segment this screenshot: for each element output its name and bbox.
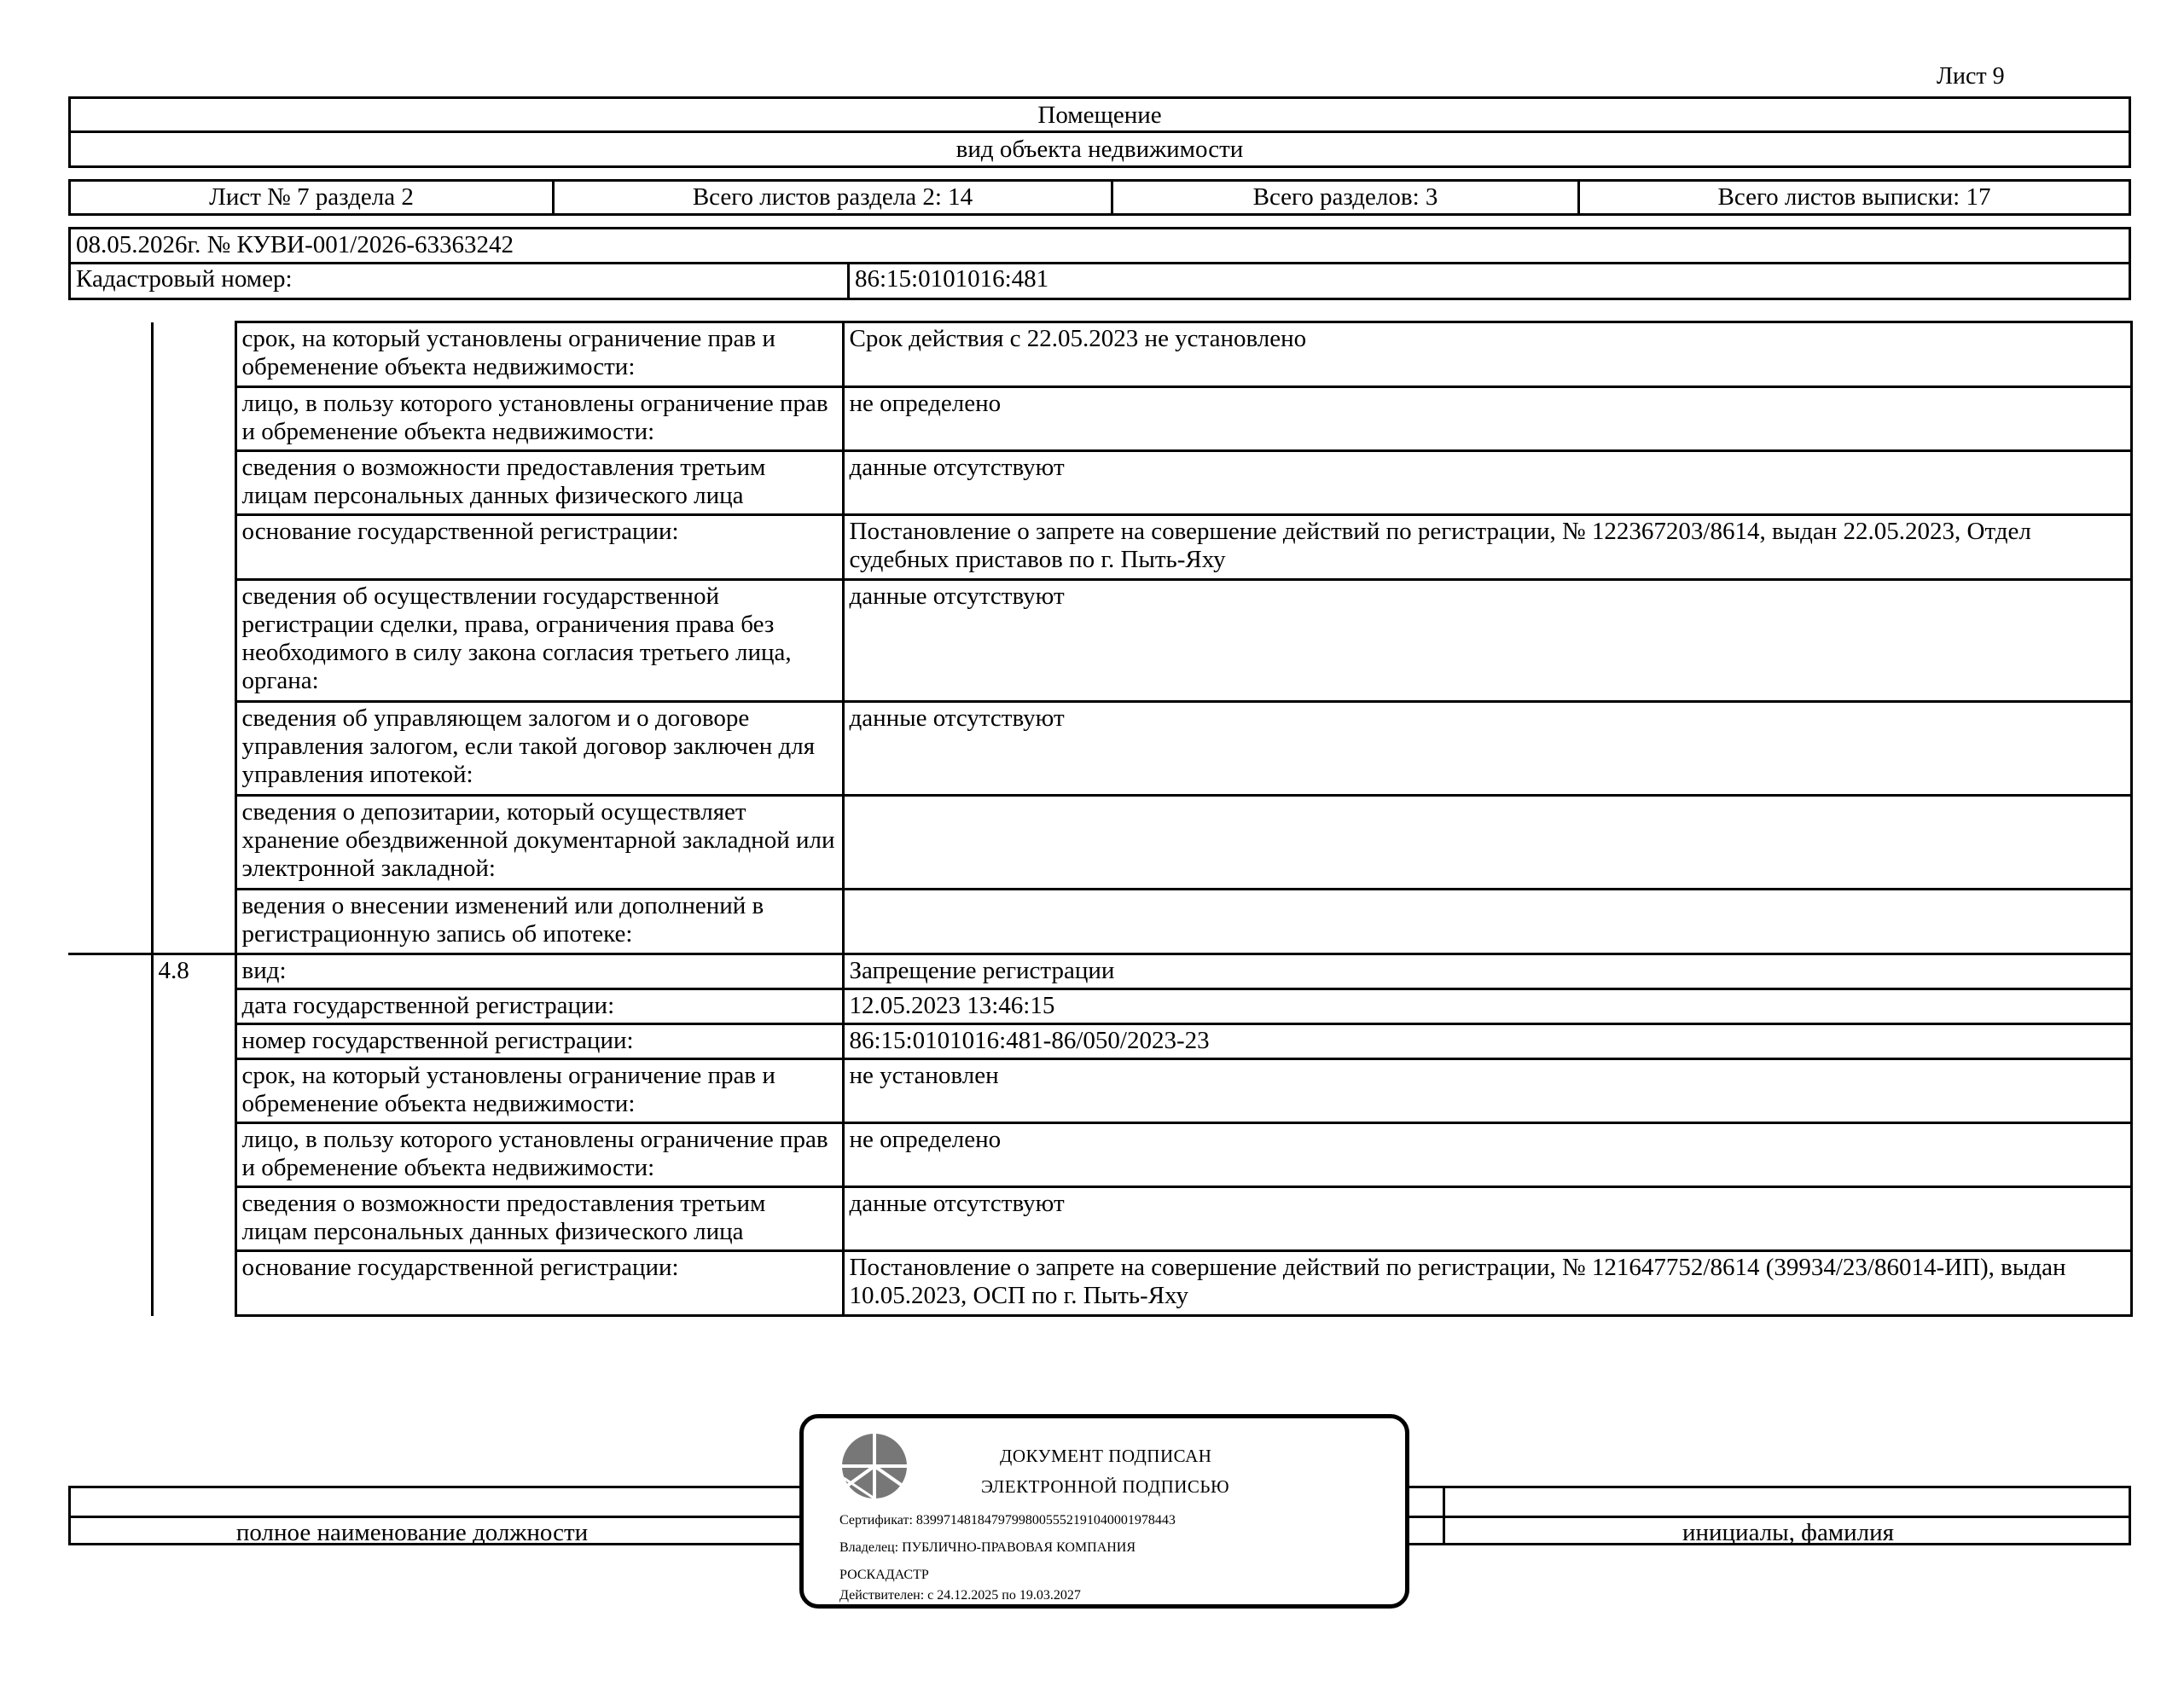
row-value: 86:15:0101016:481-86/050/2023-23 (843, 1024, 2131, 1059)
row-value: не определено (843, 387, 2131, 451)
object-header (68, 96, 2131, 168)
row-label: лицо, в пользу которого установлены ограничение прав и обременение объекта недвижимости: (235, 1123, 843, 1187)
table-row (68, 702, 2131, 796)
encumbrance-table (68, 321, 2133, 1317)
row-value: данные отсутствуют (843, 580, 2131, 702)
row-label: дата государственной регистрации: (235, 989, 843, 1024)
cadastral-number: 86:15:0101016:481 (855, 265, 1049, 293)
table-row (68, 451, 2131, 515)
stamp-certificate: Сертификат: 83997148184797998005552191040001978443 (839, 1513, 1176, 1528)
row-label: срок, на который установлены ограничение прав и обременение объекта недвижимости: (235, 322, 843, 387)
document-reference-box (68, 227, 2131, 300)
row-value (843, 796, 2131, 890)
row-label: ведения о внесении изменений или дополнений в регистрационную запись об ипотеке: (235, 890, 843, 954)
row-value: Запрещение регистрации (843, 954, 2131, 989)
total-extract-sheets: Всего листов выписки: 17 (1717, 183, 1991, 211)
row-label: сведения о возможности предоставления третьим лицам персональных данных физического лица (235, 1187, 843, 1251)
stamp-validity: Действителен: с 24.12.2025 по 19.03.2027 (839, 1588, 1081, 1603)
table-row (68, 322, 2131, 387)
row-value: Срок действия с 22.05.2023 не установлено (843, 322, 2131, 387)
row-label: основание государственной регистрации: (235, 515, 843, 580)
row-label: сведения об осуществлении государственной регистрации сделки, права, ограничения права без необходимого в силу закона согласия третьего лица, органа: (235, 580, 843, 702)
row-label: основание государственной регистрации: (235, 1251, 843, 1316)
table-row (68, 890, 2131, 954)
row-value: Постановление о запрете на совершение действий по регистрации, № 122367203/8614, выдан 22.05.2023, Отдел судебных приставов по г. Пыть-Яху (843, 515, 2131, 580)
object-name: Помещение (71, 99, 2129, 133)
row-label: срок, на который установлены ограничение прав и обременение объекта недвижимости: (235, 1059, 843, 1123)
table-row (68, 1123, 2131, 1187)
name-caption: инициалы, фамилия (1682, 1519, 1895, 1546)
row-value (843, 890, 2131, 954)
sheet-number: Лист № 7 раздела 2 (71, 182, 555, 213)
row-label: номер государственной регистрации: (235, 1024, 843, 1059)
entry-number: 4.8 (152, 954, 235, 989)
object-kind-caption: вид объекта недвижимости (956, 136, 1244, 163)
row-label: вид: (235, 954, 843, 989)
row-label: сведения об управляющем залогом и о договоре управления залогом, если такой договор заключен для управления ипотекой: (235, 702, 843, 796)
row-value: не определено (843, 1123, 2131, 1187)
table-row (68, 387, 2131, 451)
table-row (68, 1251, 2131, 1316)
row-label: сведения о возможности предоставления третьим лицам персональных данных физического лица (235, 451, 843, 515)
rosreestr-logo-icon (839, 1432, 909, 1500)
row-value: данные отсутствуют (843, 702, 2131, 796)
table-row (68, 1059, 2131, 1123)
cadastral-label: Кадастровый номер: (71, 264, 850, 298)
row-label: лицо, в пользу которого установлены ограничение прав и обременение объекта недвижимости: (235, 387, 843, 451)
table-row (68, 1187, 2131, 1251)
stamp-owner: Владелец: ПУБЛИЧНО-ПРАВОВАЯ КОМПАНИЯ (839, 1540, 1136, 1555)
table-row (68, 989, 2131, 1024)
table-row (68, 796, 2131, 890)
sheet-info-row (68, 179, 2131, 216)
row-value: данные отсутствуют (843, 1187, 2131, 1251)
electronic-signature-stamp (799, 1414, 1409, 1609)
table-row (68, 515, 2131, 580)
sheet-label: Лист 9 (1937, 63, 2005, 90)
position-caption: полное наименование должности (235, 1519, 589, 1546)
row-value: Постановление о запрете на совершение действий по регистрации, № 121647752/8614 (39934/23/86014-ИП), выдан 10.05.2023, ОСП по г. Пыть-Яху (843, 1251, 2131, 1316)
table-row (68, 1024, 2131, 1059)
row-value: не установлен (843, 1059, 2131, 1123)
row-value: 12.05.2023 13:46:15 (843, 989, 2131, 1024)
row-value: данные отсутствуют (843, 451, 2131, 515)
table-row (68, 954, 2131, 989)
stamp-owner-org: РОСКАДАСТР (839, 1568, 929, 1582)
row-label: сведения о депозитарии, который осуществляет хранение обездвиженной документарной закладной или электронной закладной: (235, 796, 843, 890)
total-section-sheets: Всего листов раздела 2: 14 (555, 182, 1113, 213)
total-sections: Всего разделов: 3 (1113, 182, 1580, 213)
stamp-line1: ДОКУМЕНТ ПОДПИСАН (1000, 1446, 1212, 1466)
stamp-line2: ЭЛЕКТРОННОЙ ПОДПИСЬЮ (981, 1476, 1230, 1497)
document-reference: 08.05.2026г. № КУВИ-001/2026-63363242 (71, 229, 2129, 264)
table-row (68, 580, 2131, 702)
